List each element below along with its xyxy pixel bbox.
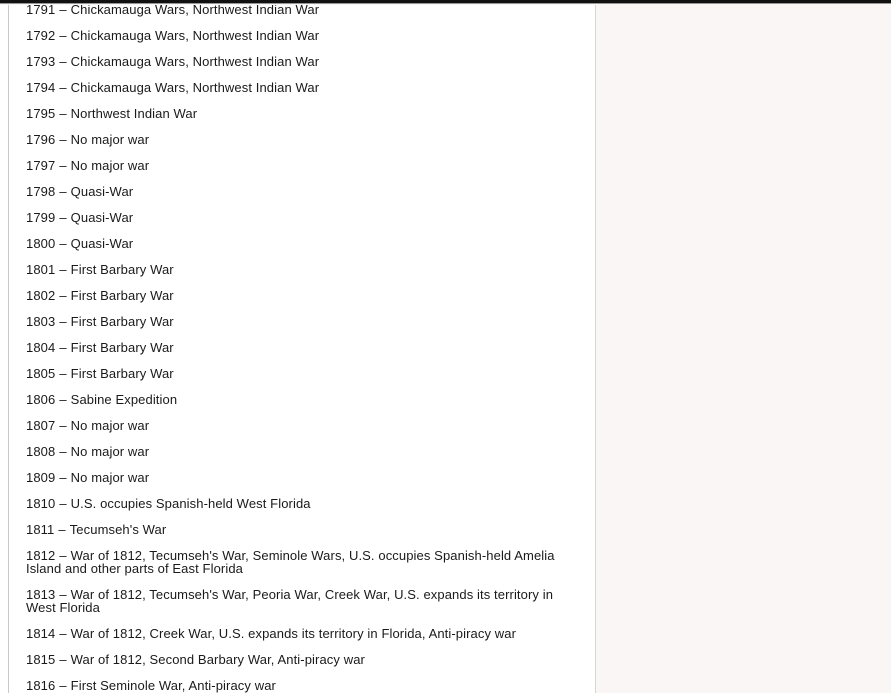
events-text: First Barbary War: [70, 262, 174, 277]
year-label: 1796: [26, 132, 56, 147]
events-text: First Barbary War: [70, 340, 174, 355]
year-label: 1812: [26, 548, 56, 563]
year-separator: –: [59, 158, 67, 173]
events-text: No major war: [70, 132, 150, 147]
year-label: 1792: [26, 28, 56, 43]
year-label: 1804: [26, 340, 56, 355]
events-text: Tecumseh's War: [69, 522, 167, 537]
year-separator: –: [59, 106, 67, 121]
war-year-entry: [26, 471, 583, 484]
year-separator: –: [59, 470, 67, 485]
year-separator: –: [59, 678, 67, 693]
year-label: 1810: [26, 496, 56, 511]
year-separator: –: [59, 444, 67, 459]
war-year-entry: [26, 627, 583, 640]
page-content: [0, 5, 595, 693]
war-year-entry: [26, 315, 583, 328]
war-year-entry: [26, 653, 583, 666]
war-year-entry: [26, 549, 583, 575]
year-label: 1800: [26, 236, 56, 251]
left-border-line: [8, 5, 9, 693]
events-text: War of 1812, Creek War, U.S. expands its territory in Florida, Anti-piracy war: [70, 626, 517, 641]
war-year-entry: [26, 133, 583, 146]
year-label: 1814: [26, 626, 56, 641]
war-year-entry: [26, 263, 583, 276]
year-label: 1794: [26, 80, 56, 95]
year-label: 1797: [26, 158, 56, 173]
events-text: Chickamauga Wars, Northwest Indian War: [70, 5, 320, 17]
year-label: 1798: [26, 184, 56, 199]
events-text: First Barbary War: [70, 314, 174, 329]
year-separator: –: [59, 548, 67, 563]
year-separator: –: [59, 626, 67, 641]
war-year-entry: [26, 341, 583, 354]
year-label: 1806: [26, 392, 56, 407]
war-year-entry: [26, 55, 583, 68]
war-year-entry: [26, 445, 583, 458]
war-year-entry: [26, 419, 583, 432]
year-label: 1811: [26, 522, 55, 537]
year-label: 1808: [26, 444, 56, 459]
window-top-edge: [0, 0, 891, 4]
events-text: Quasi-War: [70, 210, 134, 225]
war-year-entry: [26, 393, 583, 406]
year-separator: –: [59, 80, 67, 95]
year-separator: –: [58, 522, 66, 537]
year-separator: –: [59, 418, 67, 433]
year-label: 1795: [26, 106, 56, 121]
year-separator: –: [59, 132, 67, 147]
year-label: 1815: [26, 652, 56, 667]
war-year-entry: [26, 211, 583, 224]
events-text: No major war: [70, 470, 150, 485]
events-text: Sabine Expedition: [70, 392, 178, 407]
year-separator: –: [59, 5, 67, 17]
year-separator: –: [59, 587, 67, 602]
year-label: 1816: [26, 678, 56, 693]
year-separator: –: [59, 314, 67, 329]
events-text: Chickamauga Wars, Northwest Indian War: [70, 80, 320, 95]
year-label: 1807: [26, 418, 56, 433]
war-year-entry: [26, 185, 583, 198]
year-separator: –: [59, 392, 67, 407]
events-text: No major war: [70, 158, 150, 173]
war-year-entry: [26, 5, 583, 16]
year-separator: –: [59, 340, 67, 355]
side-panel: [595, 5, 891, 693]
events-text: First Barbary War: [70, 366, 174, 381]
events-text: Chickamauga Wars, Northwest Indian War: [70, 28, 320, 43]
year-separator: –: [59, 496, 67, 511]
year-label: 1803: [26, 314, 56, 329]
events-text: Chickamauga Wars, Northwest Indian War: [70, 54, 320, 69]
events-text: First Seminole War, Anti-piracy war: [70, 678, 276, 693]
year-label: 1813: [26, 587, 56, 602]
war-year-entry: [26, 679, 583, 692]
year-separator: –: [59, 28, 67, 43]
war-year-entry: [26, 159, 583, 172]
year-label: 1802: [26, 288, 56, 303]
year-separator: –: [59, 652, 67, 667]
events-text: War of 1812, Tecumseh's War, Peoria War, Creek War, U.S. expands its territory in West Florida: [26, 587, 554, 615]
year-label: 1805: [26, 366, 56, 381]
year-label: 1801: [26, 262, 56, 277]
war-year-entry: [26, 523, 583, 536]
year-separator: –: [59, 210, 67, 225]
war-year-entry: [26, 237, 583, 250]
events-text: No major war: [70, 444, 150, 459]
year-separator: –: [59, 262, 67, 277]
year-label: 1799: [26, 210, 56, 225]
war-year-entry: [26, 289, 583, 302]
war-year-entry: [26, 367, 583, 380]
events-text: Quasi-War: [70, 184, 134, 199]
war-year-entry: [26, 29, 583, 42]
war-year-entry: [26, 497, 583, 510]
events-text: War of 1812, Tecumseh's War, Seminole Wars, U.S. occupies Spanish-held Amelia Island and other parts of East Florida: [26, 548, 555, 576]
war-year-entry: [26, 588, 583, 614]
year-separator: –: [59, 236, 67, 251]
events-text: No major war: [70, 418, 150, 433]
year-separator: –: [59, 366, 67, 381]
year-separator: –: [59, 54, 67, 69]
year-separator: –: [59, 184, 67, 199]
events-text: War of 1812, Second Barbary War, Anti-piracy war: [70, 652, 365, 667]
events-text: Northwest Indian War: [70, 106, 198, 121]
year-label: 1791: [26, 5, 56, 17]
events-text: Quasi-War: [70, 236, 134, 251]
year-separator: –: [59, 288, 67, 303]
war-year-entry: [26, 81, 583, 94]
year-label: 1809: [26, 470, 56, 485]
war-years-list: [26, 5, 583, 693]
events-text: First Barbary War: [70, 288, 174, 303]
war-year-entry: [26, 107, 583, 120]
year-label: 1793: [26, 54, 56, 69]
events-text: U.S. occupies Spanish-held West Florida: [70, 496, 311, 511]
